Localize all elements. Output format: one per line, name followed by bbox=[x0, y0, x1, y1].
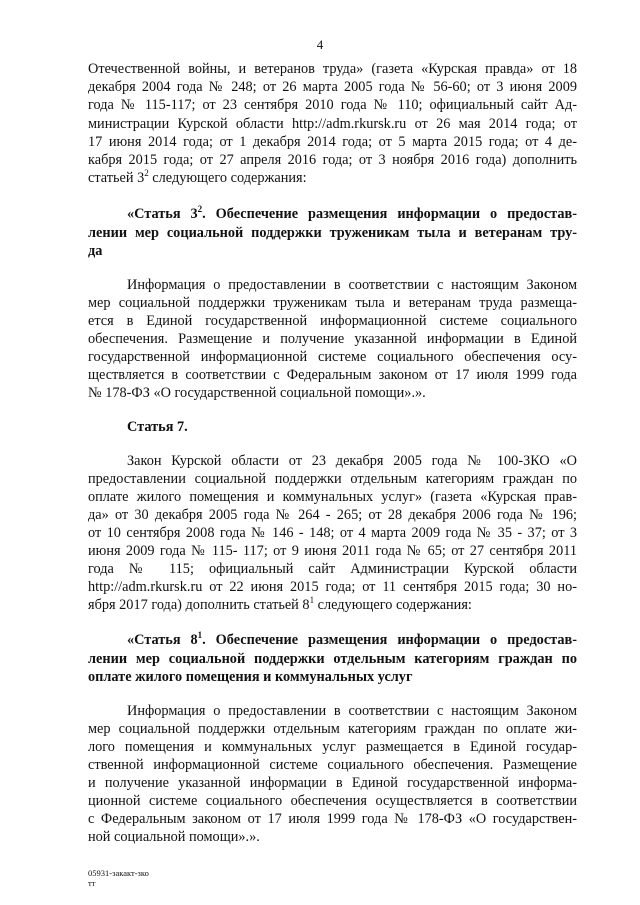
text-line: июня 2009 года № 115- 117; от 9 июня 2011 года № 65; от 27 сентября 2011 bbox=[88, 543, 577, 559]
page-number: 4 bbox=[316, 37, 324, 52]
text-line: от 10 сентября 2008 года № 146 - 148; от 4 марта 2009 года № 35 - 37; от 3 bbox=[88, 525, 577, 541]
text-line: года № 115-117; от 23 сентября 2010 года № 110; официальный сайт Ад- bbox=[88, 97, 577, 113]
text-line: с Федеральным законом от 17 июля 1999 года № 178-ФЗ «О государствен- bbox=[88, 811, 577, 827]
article-heading-line: лении мер социальной поддержки труженикам тыла и ветеранам тру- bbox=[88, 225, 577, 241]
text-line: Отечественной войны, и ветеранов труда» (газета «Курская правда» от 18 bbox=[88, 61, 577, 77]
text-fragment: следующего содержания: bbox=[148, 170, 307, 186]
superscript: 2 bbox=[197, 205, 203, 215]
text-fragment: статьей 3 bbox=[88, 170, 145, 186]
text-line: ществляется в соответствии с Федеральным законом от 17 июля 1999 года bbox=[88, 367, 577, 383]
text-line: года № 115; официальный сайт Администрации Курской области bbox=[88, 561, 577, 577]
text-line: декабря 2004 года № 248; от 26 марта 2005 года № 56-60; от 3 июня 2009 bbox=[88, 79, 577, 95]
text-line: № 178-ФЗ «О государственной социальной помощи».». bbox=[88, 385, 426, 401]
text-line: Информация о предоставлении в соответствии с настоящим Законом bbox=[127, 277, 577, 293]
text-line: http://adm.rkursk.ru от 22 июня 2015 года; от 11 сентября 2015 года; 30 но- bbox=[88, 579, 577, 595]
superscript: 2 bbox=[144, 169, 149, 179]
text-line: да» от 30 декабря 2005 года № 264 - 265; от 28 декабря 2006 года № 196; bbox=[88, 507, 577, 523]
text-line: лого помещения и коммунальных услуг размещается в Единой государ- bbox=[88, 739, 577, 755]
text-line: предоставлении социальной поддержки отдельным категориям граждан по bbox=[88, 471, 577, 487]
text-line: Информация о предоставлении в соответствии с настоящим Законом bbox=[127, 703, 577, 719]
superscript: 1 bbox=[309, 596, 315, 606]
text-fragment: ября 2017 года) дополнить статьей 8 bbox=[88, 597, 310, 613]
article-heading-line: да bbox=[88, 243, 103, 259]
text-line: мер социальной поддержки труженикам тыла и ветеранам труда размеща- bbox=[88, 295, 577, 311]
text-line: обеспечения. Размещение и получение указанной информации в Единой bbox=[88, 331, 577, 347]
article-heading bbox=[127, 631, 577, 649]
text-line: оплате жилого помещения и коммунальных услуг» (газета «Курская прав- bbox=[88, 489, 577, 505]
text-fragment: следующего содержания: bbox=[314, 597, 472, 613]
text-line: ной социальной помощи».». bbox=[88, 829, 260, 845]
article-heading bbox=[127, 205, 577, 223]
text-line: ется в Единой государственной информационной системе социального bbox=[88, 313, 577, 329]
text-line: 17 июня 2014 года; от 1 декабря 2014 года; от 5 марта 2015 года; от 4 де- bbox=[88, 134, 577, 150]
text-line: государственной информационной системе социального обеспечения осу- bbox=[88, 349, 577, 365]
footer-code: тт bbox=[88, 878, 96, 888]
text-line bbox=[88, 596, 577, 614]
text-line: министрации Курской области http://adm.rkursk.ru от 26 мая 2014 года; от bbox=[88, 116, 577, 132]
text-fragment: «Статья 8 bbox=[127, 632, 198, 648]
text-line: Закон Курской области от 23 декабря 2005 года № 100-ЗКО «О bbox=[127, 453, 577, 469]
text-fragment: «Статья 3 bbox=[127, 206, 198, 222]
superscript: 1 bbox=[197, 631, 203, 641]
footer-code: 05931-закакт-зко bbox=[88, 868, 149, 878]
article-heading-line: оплате жилого помещения и коммунальных услуг bbox=[88, 669, 413, 685]
article-heading-line: лении мер социальной поддержки отдельным категориям граждан по bbox=[88, 651, 577, 667]
article-heading: Статья 7. bbox=[127, 419, 188, 435]
text-line: ственной информационной системе социального обеспечения. Размещение bbox=[88, 757, 577, 773]
text-line: ционной системе социального обеспечения осуществляется в соответствии bbox=[88, 793, 577, 809]
text-fragment: . Обеспечение размещения информации о предостав- bbox=[202, 632, 577, 648]
text-line: мер социальной поддержки отдельным категориям граждан по оплате жи- bbox=[88, 721, 577, 737]
text-fragment: . Обеспечение размещения информации о предостав- bbox=[202, 206, 577, 222]
text-line: кабря 2015 года; от 27 апреля 2016 года; от 3 ноября 2016 года) дополнить bbox=[88, 152, 577, 168]
text-line bbox=[88, 169, 577, 187]
text-line: и получение указанной информации в Единой государственной информа- bbox=[88, 775, 577, 791]
